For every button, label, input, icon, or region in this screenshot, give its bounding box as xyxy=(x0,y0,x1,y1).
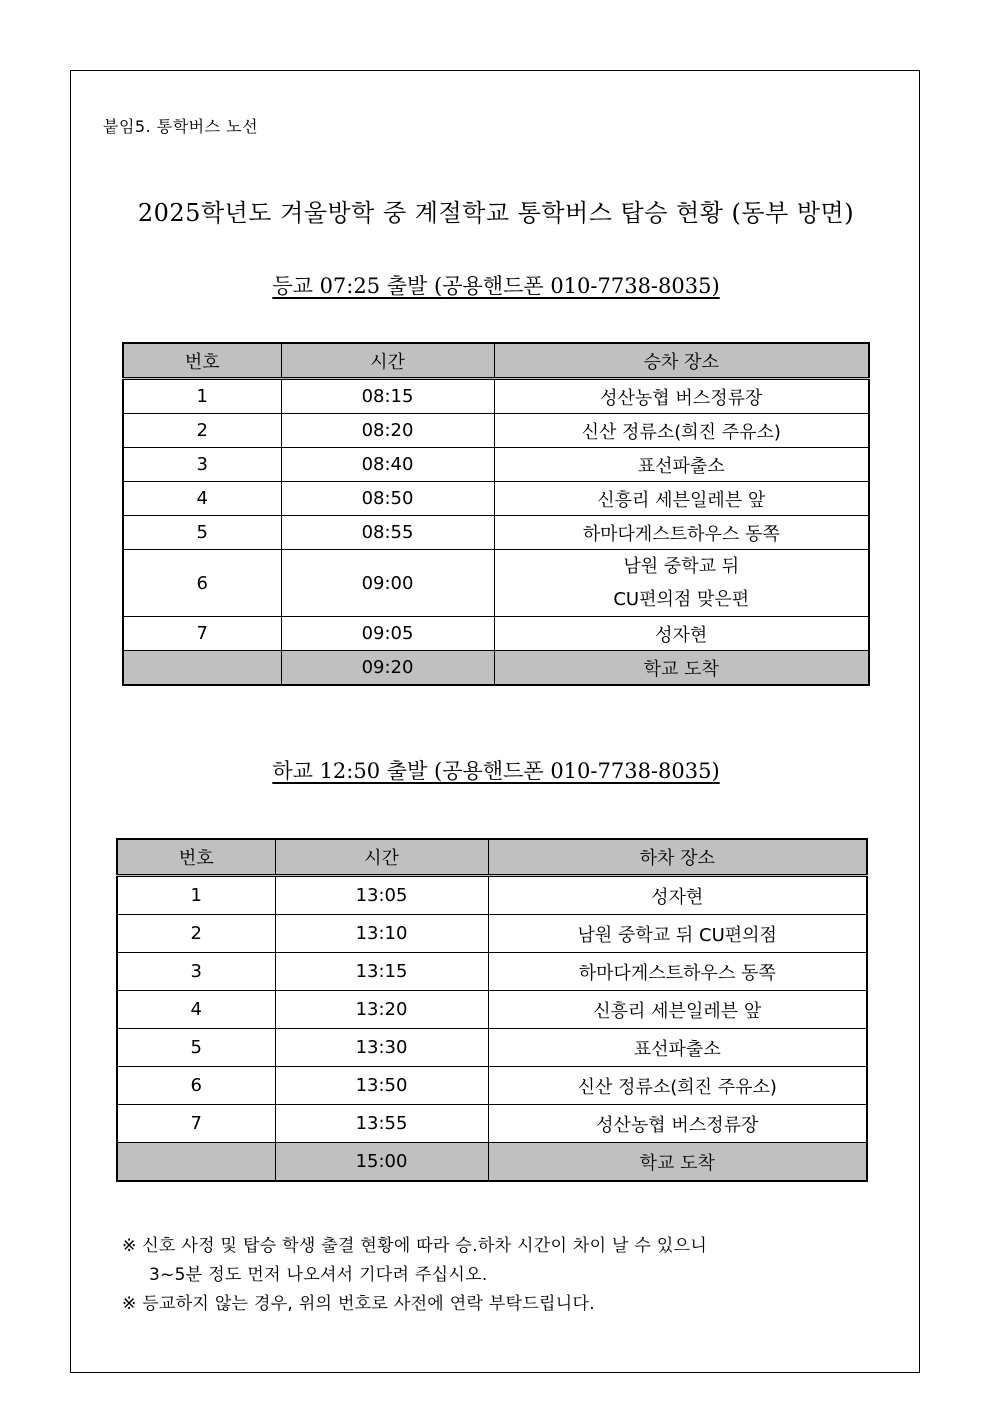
morning-table xyxy=(122,342,870,686)
place-line: 신흥리 세븐일레븐 앞 xyxy=(597,489,766,511)
place-line: 표선파출소 xyxy=(633,1038,721,1060)
cell-time: 08:15 xyxy=(281,379,494,414)
cell-number: 4 xyxy=(123,482,281,516)
column-header-number: 번호 xyxy=(117,839,275,876)
arrival-row xyxy=(123,651,869,686)
cell-time: 09:00 xyxy=(281,550,494,617)
column-header-place: 하차 장소 xyxy=(488,839,867,876)
cell-time: 13:50 xyxy=(275,1067,488,1105)
cell-time: 13:15 xyxy=(275,953,488,991)
place-line: 성자현 xyxy=(655,624,708,646)
cell-time: 15:00 xyxy=(275,1143,488,1182)
place-line: 하마다게스트하우스 동쪽 xyxy=(578,962,776,984)
cell-number: 7 xyxy=(117,1105,275,1143)
afternoon-table xyxy=(116,838,868,1182)
cell-place xyxy=(488,876,867,915)
cell-number: 1 xyxy=(123,379,281,414)
cell-number: 6 xyxy=(117,1067,275,1105)
table-row xyxy=(117,1067,867,1105)
cell-number: 5 xyxy=(117,1029,275,1067)
document-title: 2025학년도 겨울방학 중 계절학교 통학버스 탑승 현황 (동부 방면) xyxy=(137,199,855,227)
cell-place xyxy=(488,991,867,1029)
table-row xyxy=(117,953,867,991)
cell-time: 08:40 xyxy=(281,448,494,482)
column-header-place: 승차 장소 xyxy=(494,343,869,379)
cell-place xyxy=(494,482,869,516)
cell-time: 13:05 xyxy=(275,876,488,915)
table-row xyxy=(123,482,869,516)
table-row xyxy=(117,915,867,953)
cell-number: 6 xyxy=(123,550,281,617)
cell-time: 09:20 xyxy=(281,651,494,686)
cell-time: 08:20 xyxy=(281,414,494,448)
place-line: 표선파출소 xyxy=(637,455,725,477)
table-row xyxy=(117,1029,867,1067)
morning-header-row xyxy=(123,343,869,379)
table-row xyxy=(117,876,867,915)
cell-place xyxy=(488,1029,867,1067)
cell-place: 학교 도착 xyxy=(494,651,869,686)
table-row xyxy=(123,448,869,482)
cell-number xyxy=(123,651,281,686)
cell-time: 13:20 xyxy=(275,991,488,1029)
table-row xyxy=(123,617,869,651)
cell-number xyxy=(117,1143,275,1182)
note-line: 3~5분 정도 먼저 나오셔서 기다려 주십시오. xyxy=(149,1265,488,1285)
note-line: ※ 등교하지 않는 경우, 위의 번호로 사전에 연락 부탁드립니다. xyxy=(122,1294,595,1314)
cell-time: 08:50 xyxy=(281,482,494,516)
cell-time: 13:30 xyxy=(275,1029,488,1067)
cell-number: 3 xyxy=(117,953,275,991)
cell-place xyxy=(494,448,869,482)
note-line: ※ 신호 사정 및 탑승 학생 출결 현황에 따라 승.하차 시간이 차이 날 수 있으니 xyxy=(122,1236,708,1256)
cell-number: 2 xyxy=(123,414,281,448)
cell-number: 7 xyxy=(123,617,281,651)
notes xyxy=(122,1232,707,1319)
table-row xyxy=(117,991,867,1029)
column-header-time: 시간 xyxy=(281,343,494,379)
cell-number: 3 xyxy=(123,448,281,482)
place-line: 신산 정류소(희진 주유소) xyxy=(581,421,781,443)
place-line: 신흥리 세븐일레븐 앞 xyxy=(593,1000,762,1022)
afternoon-header-row xyxy=(117,839,867,876)
place-line: CU편의점 맞은편 xyxy=(613,589,750,610)
cell-time: 13:55 xyxy=(275,1105,488,1143)
table-row xyxy=(123,516,869,550)
table-row xyxy=(123,379,869,414)
cell-place: 학교 도착 xyxy=(488,1143,867,1182)
table-row xyxy=(117,1105,867,1143)
cell-number: 1 xyxy=(117,876,275,915)
column-header-time: 시간 xyxy=(275,839,488,876)
place-line: 남원 중학교 뒤 xyxy=(623,556,740,577)
cell-number: 4 xyxy=(117,991,275,1029)
cell-number: 2 xyxy=(117,915,275,953)
cell-place xyxy=(488,953,867,991)
table-row xyxy=(123,550,869,617)
place-line: 성자현 xyxy=(651,886,704,908)
cell-place xyxy=(494,516,869,550)
arrival-row xyxy=(117,1143,867,1182)
place-line: 하마다게스트하우스 동쪽 xyxy=(582,523,780,545)
cell-place xyxy=(494,414,869,448)
place-line: 성산농협 버스정류장 xyxy=(596,1114,759,1136)
cell-place xyxy=(494,617,869,651)
cell-place xyxy=(488,915,867,953)
cell-time: 13:10 xyxy=(275,915,488,953)
cell-place xyxy=(494,550,869,617)
cell-time: 08:55 xyxy=(281,516,494,550)
afternoon-heading: 하교 12:50 출발 (공용핸드폰 010-7738-8035) xyxy=(272,759,720,783)
cell-place xyxy=(488,1067,867,1105)
column-header-number: 번호 xyxy=(123,343,281,379)
attachment-label: 붙임5. 통학버스 노선 xyxy=(103,117,259,136)
place-line: 성산농협 버스정류장 xyxy=(600,387,763,409)
table-row xyxy=(123,414,869,448)
morning-heading: 등교 07:25 출발 (공용핸드폰 010-7738-8035) xyxy=(272,274,720,298)
cell-time: 09:05 xyxy=(281,617,494,651)
cell-place xyxy=(488,1105,867,1143)
place-line: 신산 정류소(희진 주유소) xyxy=(577,1076,777,1098)
cell-number: 5 xyxy=(123,516,281,550)
place-line: 남원 중학교 뒤 CU편의점 xyxy=(577,924,777,946)
cell-place xyxy=(494,379,869,414)
